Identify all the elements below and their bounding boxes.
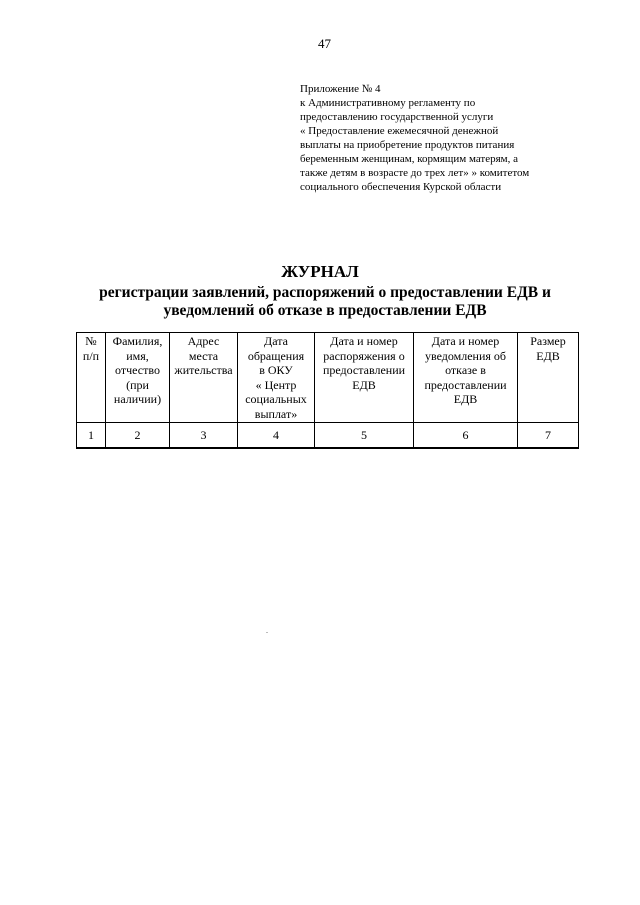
- table-cell: 1: [77, 423, 106, 449]
- journal-subtitle-line: уведомлений об отказе в предоставлении ЕДВ: [163, 302, 487, 319]
- appendix-line: « Предоставление ежемесячной денежной: [300, 125, 499, 137]
- page-number: 47: [318, 36, 331, 51]
- table-cell: 5: [315, 423, 414, 449]
- table-cell: 3: [170, 423, 238, 449]
- appendix-line: социального обеспечения Курской области: [300, 181, 502, 193]
- header-cell-application-date: Дата обращения в ОКУ « Центр социальных выплат»: [238, 333, 315, 423]
- header-cell-address: Адрес места жительства: [170, 333, 238, 423]
- table-cell: 2: [106, 423, 170, 449]
- table-cell: 6: [414, 423, 518, 449]
- journal-subtitle-line: регистрации заявлений, распоряжений о предоставлении ЕДВ и: [99, 284, 551, 301]
- appendix-line: беременным женщинам, кормящим матерям, а: [300, 153, 519, 165]
- header-cell-order-date-number: Дата и номер распоряжения о предоставлении ЕДВ: [315, 333, 414, 423]
- register-table: [76, 332, 579, 449]
- appendix-line: выплаты на приобретение продуктов питания: [300, 139, 515, 151]
- table-cell: 7: [518, 423, 579, 449]
- appendix-line: Приложение № 4: [300, 83, 381, 95]
- header-cell-number: № п/п: [77, 333, 106, 423]
- header-cell-payment-amount: Размер ЕДВ: [518, 333, 579, 423]
- header-cell-refusal-notice: Дата и номер уведомления об отказе в предоставлении ЕДВ: [414, 333, 518, 423]
- table-header-row: [77, 333, 579, 423]
- header-cell-full-name: Фамилия, имя, отчество (при наличии): [106, 333, 170, 423]
- appendix-line: к Административному регламенту по: [300, 97, 476, 109]
- table-row: [77, 423, 579, 449]
- table-cell: 4: [238, 423, 315, 449]
- appendix-line: предоставлению государственной услуги: [300, 111, 494, 123]
- appendix-line: также детям в возрасте до трех лет» » комитетом: [300, 167, 530, 179]
- scan-speck: [266, 632, 268, 633]
- journal-subtitle: [60, 284, 590, 320]
- appendix-note: [300, 82, 600, 194]
- journal-title: ЖУРНАЛ: [281, 262, 359, 281]
